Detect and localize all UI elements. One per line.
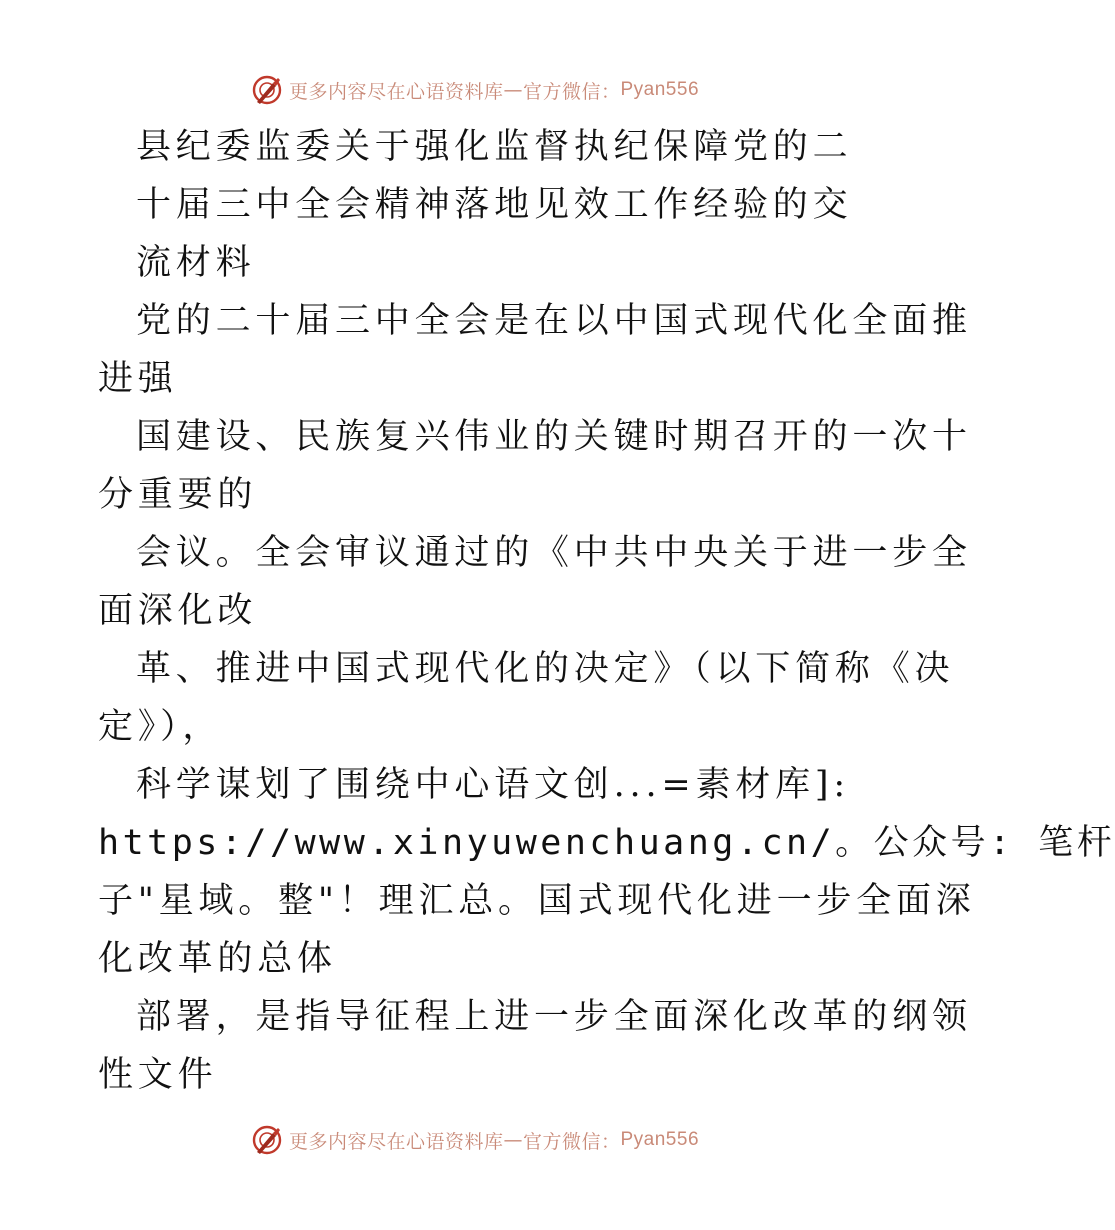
paragraph-line: 面深化改 xyxy=(98,591,258,631)
paragraph-line: 会议。全会审议通过的《中共中央关于进一步全 xyxy=(136,533,972,573)
paragraph-line: 性文件 xyxy=(98,1055,218,1095)
title-line-3: 流材料 xyxy=(136,243,256,283)
paragraph-line: 科学谋划了围绕中心语文创...=素材库]: xyxy=(136,765,850,805)
paragraph-line: 党的二十届三中全会是在以中国式现代化全面推 xyxy=(136,301,972,341)
watermark-main-text: 更多内容尽在心语资料库 xyxy=(288,80,504,103)
watermark-main-text: 更多内容尽在心语资料库 xyxy=(288,1130,504,1153)
watermark-wechat-id: Pyan556 xyxy=(620,1129,700,1150)
title-line-2: 十届三中全会精神落地见效工作经验的交 xyxy=(136,185,853,225)
header-watermark xyxy=(0,70,950,110)
document-body xyxy=(98,118,1115,1104)
paragraph-line: 部署，是指导征程上进一步全面深化改革的纲领 xyxy=(136,997,972,1037)
watermark-wechat-id: Pyan556 xyxy=(620,79,700,100)
paragraph-line: 国建设、民族复兴伟业的关键时期召开的一次十 xyxy=(136,417,972,457)
paragraph-line: 化改革的总体 xyxy=(98,939,337,979)
watermark-separator: — xyxy=(503,79,523,101)
pen-logo-icon xyxy=(251,74,283,106)
title-line-1: 县纪委监委关于强化监督执纪保障党的二 xyxy=(136,127,853,167)
paragraph-line: 进强 xyxy=(98,359,178,399)
pen-logo-icon xyxy=(251,1124,283,1156)
url-line: https://www.xinyuwenchuang.cn/。公众号: 笔杆 xyxy=(98,823,1115,863)
footer-watermark xyxy=(0,1120,950,1160)
watermark-wechat-label: 官方微信： xyxy=(522,80,621,103)
paragraph-line: 分重要的 xyxy=(98,475,258,515)
paragraph-line: 革、推进中国式现代化的决定》（以下简称《决 xyxy=(136,649,955,689)
watermark-wechat-label: 官方微信： xyxy=(522,1130,621,1153)
watermark-separator: — xyxy=(503,1129,523,1151)
paragraph-line: 子"星域。整"！理汇总。国式现代化进一步全面深 xyxy=(98,881,976,921)
paragraph-line: 定》）， xyxy=(98,707,223,747)
